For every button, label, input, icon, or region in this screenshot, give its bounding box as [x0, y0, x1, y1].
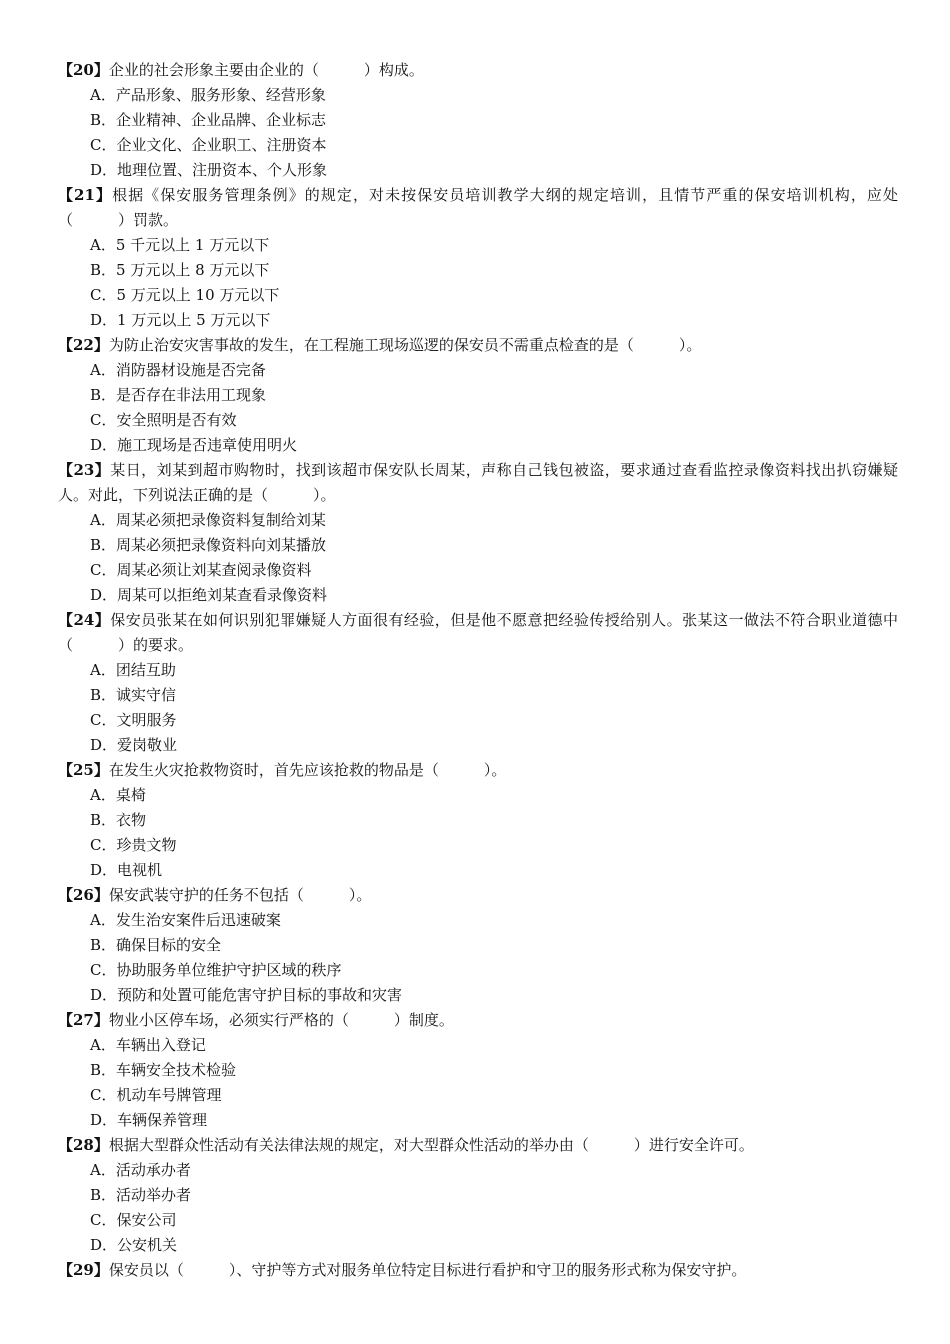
question-text: 根据《保安服务管理条例》的规定，对未按保安员培训教学大纲的规定培训，且情节严重的保安培训机构，应处（ ）罚款。: [58, 186, 898, 229]
answer-option: D．车辆保养管理: [90, 1111, 208, 1129]
question-text: 企业的社会形象主要由企业的（ ）构成。: [108, 61, 424, 79]
question-number: 【20】: [58, 61, 109, 79]
answer-option: A．产品形象、服务形象、经营形象: [90, 86, 326, 104]
question-text: 在发生火灾抢救物资时，首先应该抢救的物品是（ ）。: [108, 761, 507, 779]
question-block: [58, 333, 898, 458]
answer-option: B．是否存在非法用工现象: [90, 386, 267, 404]
answer-option: D．爱岗敬业: [90, 736, 178, 754]
answer-option: D．公安机关: [90, 1236, 178, 1254]
question-number: 【28】: [58, 1136, 109, 1154]
question-stem: [58, 608, 898, 658]
answer-option: A．5 千元以上 1 万元以下: [90, 236, 270, 254]
answer-option: A．桌椅: [90, 786, 146, 804]
answer-option: C．安全照明是否有效: [90, 411, 237, 429]
question-number: 【25】: [58, 761, 109, 779]
answer-option: C．周某必须让刘某查阅录像资料: [90, 561, 312, 579]
answer-option: A．车辆出入登记: [90, 1036, 206, 1054]
question-block: [58, 1008, 898, 1133]
question-stem: [58, 758, 898, 783]
answer-option: D．地理位置、注册资本、个人形象: [90, 161, 328, 179]
question-block: [58, 758, 898, 883]
answer-option: A．消防器材设施是否完备: [90, 361, 266, 379]
document-body: [58, 58, 898, 1283]
question-block: [58, 1258, 898, 1283]
answer-option: C．保安公司: [90, 1211, 177, 1229]
answer-option: D．电视机: [90, 861, 163, 879]
answer-option: A．团结互助: [90, 661, 176, 679]
question-stem: [58, 333, 898, 358]
answer-option: D．预防和处置可能危害守护目标的事故和灾害: [90, 986, 403, 1004]
question-stem: [58, 883, 898, 908]
answer-option: B．车辆安全技术检验: [90, 1061, 237, 1079]
question-text: 保安武装守护的任务不包括（ ）。: [108, 886, 372, 904]
answer-option: B．确保目标的安全: [90, 936, 222, 954]
question-text: 保安员以（ ）、守护等方式对服务单位特定目标进行看护和守卫的服务形式称为保安守护。: [108, 1261, 747, 1279]
question-number: 【22】: [58, 336, 109, 354]
question-number: 【24】: [58, 611, 111, 629]
question-number: 【21】: [58, 186, 113, 204]
answer-option: C．机动车号牌管理: [90, 1086, 222, 1104]
answer-option: C．文明服务: [90, 711, 177, 729]
answer-option: C．珍贵文物: [90, 836, 177, 854]
answer-option: B．周某必须把录像资料向刘某播放: [90, 536, 327, 554]
question-text: 物业小区停车场，必须实行严格的（ ）制度。: [108, 1011, 454, 1029]
question-text: 为防止治安灾害事故的发生，在工程施工现场巡逻的保安员不需重点检查的是（ ）。: [108, 336, 702, 354]
answer-option: C．协助服务单位维护守护区域的秩序: [90, 961, 342, 979]
question-block: [58, 608, 898, 758]
answer-option: D．周某可以拒绝刘某查看录像资料: [90, 586, 328, 604]
question-block: [58, 1133, 898, 1258]
question-text: 某日，刘某到超市购物时，找到该超市保安队长周某，声称自己钱包被盗，要求通过查看监控录像资料找出扒窃嫌疑人。对此，下列说法正确的是（ ）。: [58, 461, 899, 504]
question-stem: [58, 1133, 898, 1158]
answer-option: A．发生治安案件后迅速破案: [90, 911, 281, 929]
question-block: [58, 58, 898, 183]
answer-option: B．诚实守信: [90, 686, 177, 704]
answer-option: D．施工现场是否违章使用明火: [90, 436, 298, 454]
question-text: 根据大型群众性活动有关法律法规的规定，对大型群众性活动的举办由（ ）进行安全许可。: [108, 1136, 754, 1154]
question-number: 【23】: [58, 461, 111, 479]
question-number: 【27】: [58, 1011, 109, 1029]
question-stem: [58, 1008, 898, 1033]
answer-option: B．活动举办者: [90, 1186, 192, 1204]
answer-option: C．5 万元以上 10 万元以下: [90, 286, 280, 304]
answer-option: A．活动承办者: [90, 1161, 191, 1179]
question-text: 保安员张某在如何识别犯罪嫌疑人方面很有经验，但是他不愿意把经验传授给别人。张某这一做法不符合职业道德中（ ）的要求。: [58, 611, 899, 654]
question-number: 【26】: [58, 886, 109, 904]
question-block: [58, 183, 898, 333]
question-stem: [58, 458, 898, 508]
question-stem: [58, 1258, 898, 1283]
answer-option: A．周某必须把录像资料复制给刘某: [90, 511, 326, 529]
question-block: [58, 883, 898, 1008]
question-number: 【29】: [58, 1261, 109, 1279]
answer-option: D．1 万元以上 5 万元以下: [90, 311, 271, 329]
answer-option: C．企业文化、企业职工、注册资本: [90, 136, 327, 154]
answer-option: B．企业精神、企业品牌、企业标志: [90, 111, 327, 129]
question-stem: [58, 183, 898, 233]
answer-option: B．5 万元以上 8 万元以下: [90, 261, 270, 279]
question-block: [58, 458, 898, 608]
question-stem: [58, 58, 898, 83]
answer-option: B．衣物: [90, 811, 147, 829]
